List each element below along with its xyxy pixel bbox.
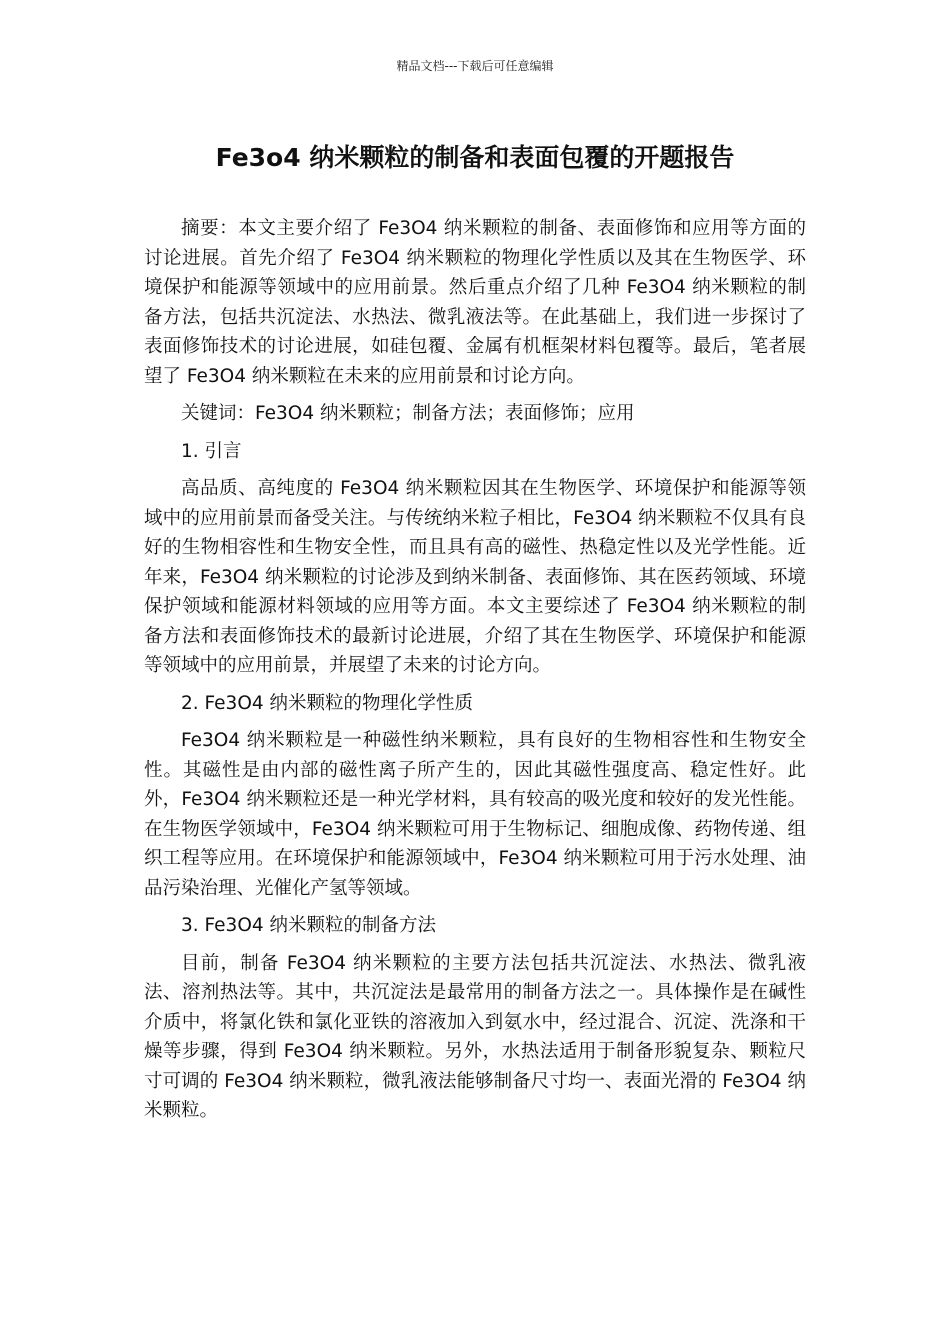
- preparation-paragraph: 目前，制备 Fe3O4 纳米颗粒的主要方法包括共沉淀法、水热法、微乳液法、溶剂热法等。其中，共沉淀法是最常用的制备方法之一。具体操作是在碱性介质中，将氯化铁和氯化亚铁的溶液加入到氨水中，经过混合、沉淀、洗涤和干燥等步骤，得到 Fe3O4 纳米颗粒。另外，水热法适用于制备形貌复杂、颗粒尺寸可调的 Fe3O4 纳米颗粒，微乳液法能够制备尺寸均一、表面光滑的 Fe3O4 纳米颗粒。: [144, 952, 806, 1121]
- section-heading-introduction: 1. 引言: [181, 440, 242, 462]
- page-header-note: 精品文档---下载后可任意编辑: [396, 59, 554, 73]
- document-title: Fe3o4 纳米颗粒的制备和表面包覆的开题报告: [215, 143, 735, 172]
- section-heading-properties: 2. Fe3O4 纳米颗粒的物理化学性质: [181, 692, 474, 714]
- abstract-paragraph: 摘要：本文主要介绍了 Fe3O4 纳米颗粒的制备、表面修饰和应用等方面的讨论进展。首先介绍了 Fe3O4 纳米颗粒的物理化学性质以及其在生物医学、环境保护和能源等领域中的应用前景。然后重点介绍了几种 Fe3O4 纳米颗粒的制备方法，包括共沉淀法、水热法、微乳液法等。在此基础上，我们进一步探讨了表面修饰技术的讨论进展，如硅包覆、金属有机框架材料包覆等。最后，笔者展望了 Fe3O4 纳米颗粒在未来的应用前景和讨论方向。: [144, 218, 806, 387]
- keywords-line: 关键词：Fe3O4 纳米颗粒；制备方法；表面修饰；应用: [181, 403, 635, 424]
- introduction-paragraph: 高品质、高纯度的 Fe3O4 纳米颗粒因其在生物医学、环境保护和能源等领域中的应用前景而备受关注。与传统纳米粒子相比，Fe3O4 纳米颗粒不仅具有良好的生物相容性和生物安全性，而且具有高的磁性、热稳定性以及光学性能。近年来，Fe3O4 纳米颗粒的讨论涉及到纳米制备、表面修饰、其在医药领域、环境保护领域和能源材料领域的应用等方面。本文主要综述了 Fe3O4 纳米颗粒的制备方法和表面修饰技术的最新讨论进展，介绍了其在生物医学、环境保护和能源等领域中的应用前景，并展望了未来的讨论方向。: [144, 478, 806, 676]
- section-heading-preparation: 3. Fe3O4 纳米颗粒的制备方法: [181, 915, 437, 936]
- properties-paragraph: Fe3O4 纳米颗粒是一种磁性纳米颗粒，具有良好的生物相容性和生物安全性。其磁性是由内部的磁性离子所产生的，因此其磁性强度高、稳定性好。此外，Fe3O4 纳米颗粒还是一种光学材料，具有较高的吸光度和较好的发光性能。在生物医学领域中，Fe3O4 纳米颗粒可用于生物标记、细胞成像、药物传递、组织工程等应用。在环境保护和能源领域中，Fe3O4 纳米颗粒可用于污水处理、油品污染治理、光催化产氢等领域。: [144, 730, 806, 899]
- document-body: [144, 214, 806, 1126]
